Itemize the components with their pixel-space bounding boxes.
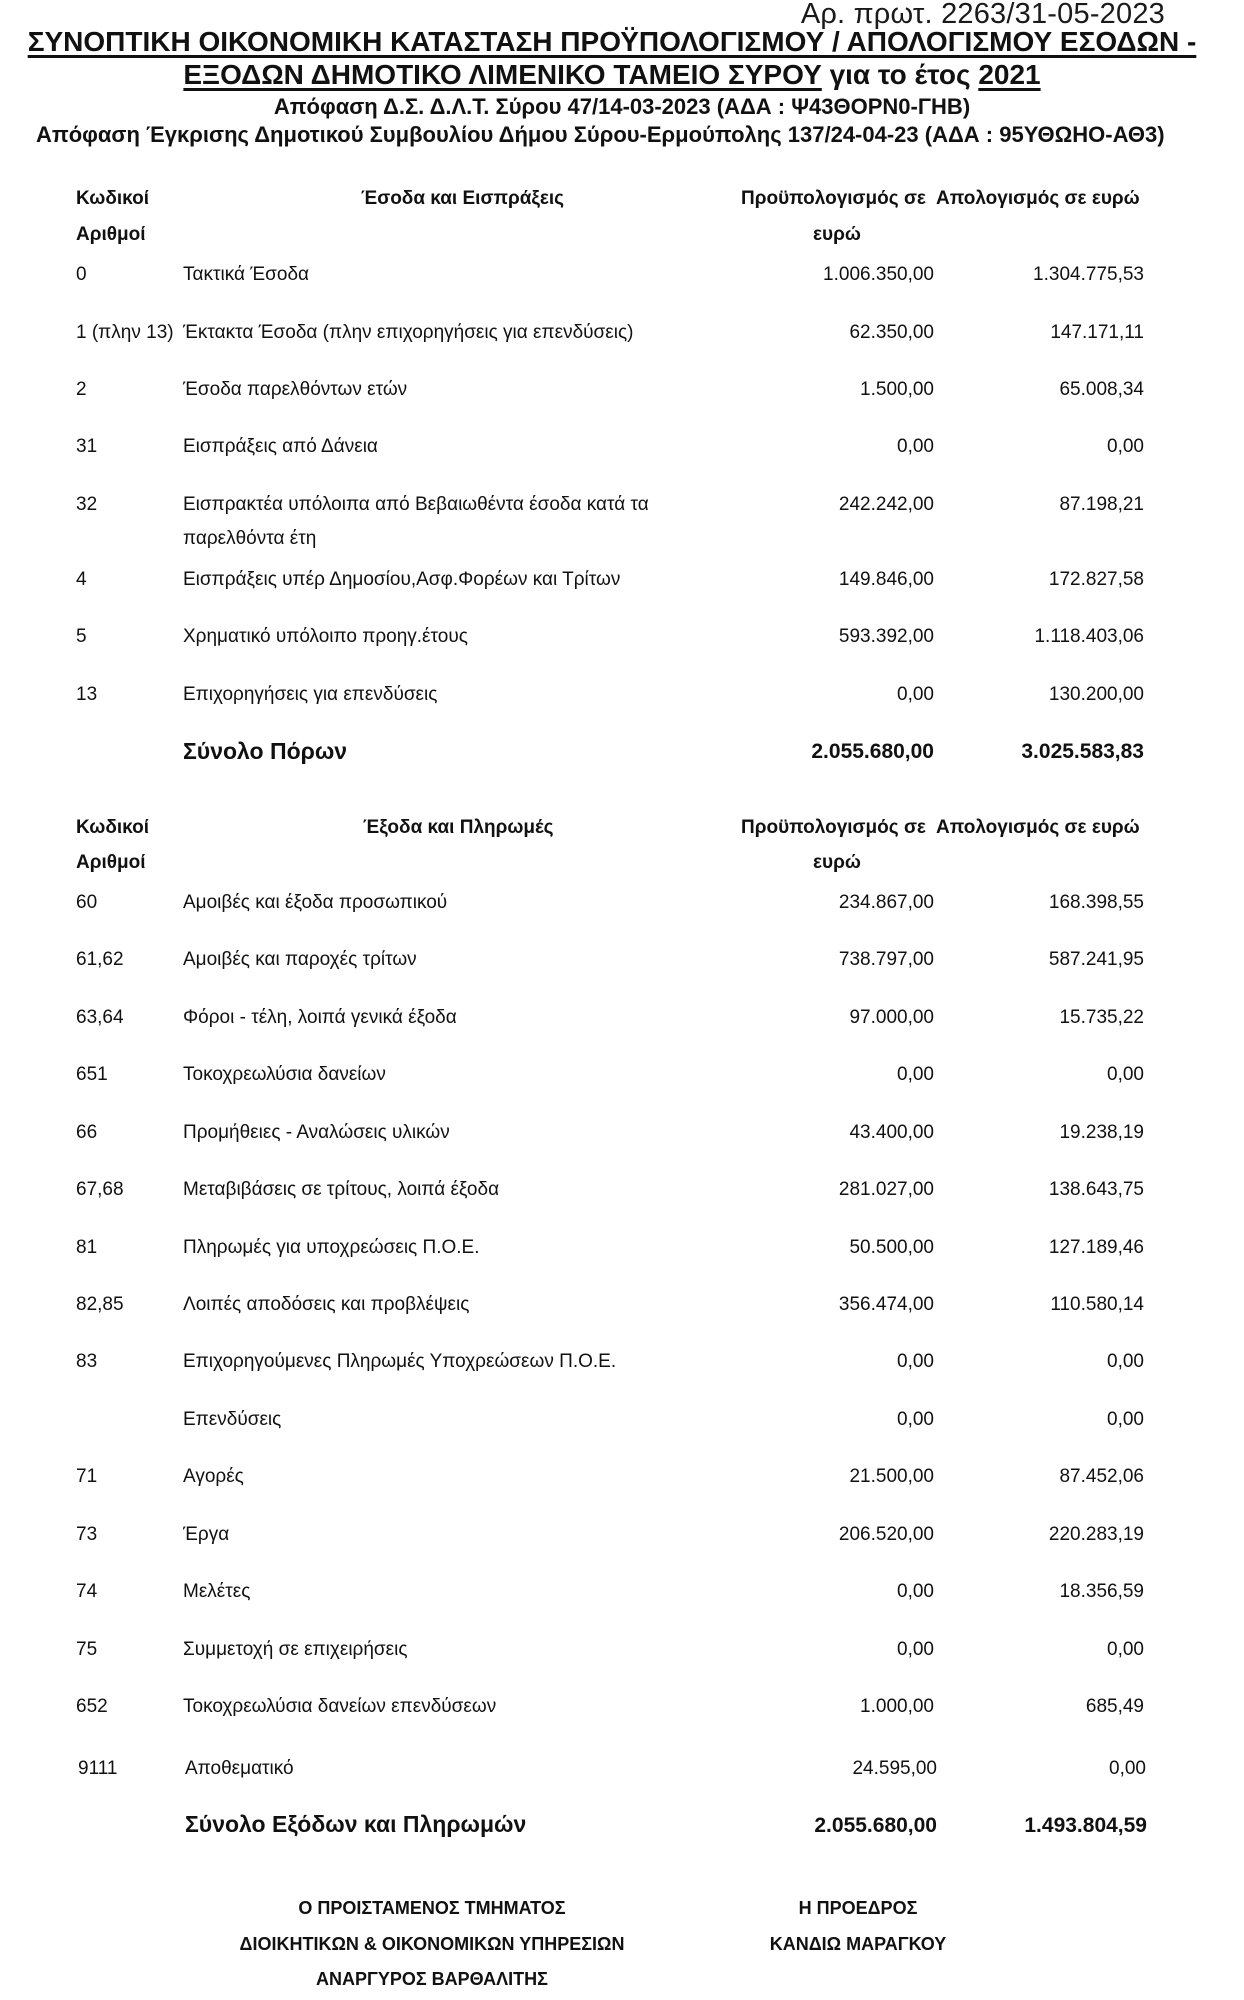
row-budget: 281.027,00 [838,1179,934,1200]
row-budget: 0,00 [897,1639,934,1660]
row-label: Τοκοχρεωλύσια δανείων επενδύσεων [183,1696,497,1717]
row-actual: 87.452,06 [1059,1466,1144,1487]
row-budget: 0,00 [897,436,934,457]
row-budget: 234.867,00 [838,892,934,913]
row-budget: 21.500,00 [849,1466,934,1487]
expenses-header-actual: Απολογισμός σε ευρώ [936,817,1140,838]
row-label: Εισπράξεις από Δάνεια [183,436,378,457]
row-code: 31 [76,436,98,457]
row-actual: 147.171,11 [1050,322,1144,343]
revenue-total-actual: 3.025.583,83 [1021,740,1144,763]
expenses-header-code-line1: Κωδικοί [76,817,149,838]
row-budget: 356.474,00 [838,1294,934,1315]
row-actual: 15.735,22 [1059,1007,1144,1028]
row-code: 1 (πλην 13) [76,322,174,343]
signature-right-name: ΚΑΝΔΙΩ ΜΑΡΑΓΚΟΥ [769,1934,947,1954]
row-label: Προμήθειες - Αναλώσεις υλικών [183,1122,450,1143]
row-budget: 24.595,00 [852,1758,937,1779]
row-actual: 0,00 [1107,1409,1144,1430]
row-label: Αμοιβές και παροχές τρίτων [183,949,417,970]
row-label: Τοκοχρεωλύσια δανείων [183,1064,386,1085]
row-actual: 0,00 [1109,1758,1146,1779]
revenue-header-budget-line1: Προϋπολογισμός σε [741,188,926,209]
row-code: 32 [76,494,98,515]
signature-left-title: Ο ΠΡΟΙΣΤΑΜΕΝΟΣ ΤΜΗΜΑΤΟΣ [298,1898,566,1918]
row-budget: 0,00 [897,1351,934,1372]
row-label-line2: παρελθόντα έτη [183,528,317,549]
row-budget: 50.500,00 [849,1237,934,1258]
revenue-header-code-line2: Αριθμοί [76,224,146,245]
revenue-total-label: Σύνολο Πόρων [183,738,348,764]
row-code: 61,62 [76,949,124,970]
title-line1-text: ΣΥΝΟΠΤΙΚΗ ΟΙΚΟΝΟΜΙΚΗ ΚΑΤΑΣΤΑΣΗ ΠΡΟΫΠΟΛΟΓΙΣΜΟΥ / ΑΠΟΛΟΓΙΣΜΟΥ ΕΣΟΔΩΝ - [27,26,1197,57]
row-label: Μεταβιβάσεις σε τρίτους, λοιπά έξοδα [183,1179,500,1200]
row-actual: 127.189,46 [1048,1237,1144,1258]
row-label: Αγορές [183,1466,244,1487]
row-budget: 206.520,00 [838,1524,934,1545]
expenses-header-code-line2: Αριθμοί [76,852,146,873]
document-title-line1 [0,26,1234,58]
row-code: 4 [76,569,87,590]
row-actual: 65.008,34 [1059,379,1144,400]
row-code: 66 [76,1122,98,1143]
row-actual: 138.643,75 [1048,1179,1144,1200]
revenue-header-actual: Απολογισμός σε ευρώ [936,188,1140,209]
row-code: 2 [76,379,87,400]
row-actual: 0,00 [1107,1639,1144,1660]
row-label: Συμμετοχή σε επιχειρήσεις [183,1639,408,1660]
row-budget: 738.797,00 [838,949,934,970]
title-line2-main: ΕΞΟΔΩΝ ΔΗΜΟΤΙΚΟ ΛΙΜΕΝΙΚΟ ΤΑΜΕΙΟ ΣΥΡΟΥ [183,59,822,90]
expenses-header-description: Έξοδα και Πληρωμές [363,817,554,838]
row-code: 82,85 [76,1294,124,1315]
document-title-line2 [0,59,1234,91]
signature-right-title: Η ΠΡΟΕΔΡΟΣ [798,1898,918,1918]
row-code: 71 [76,1466,98,1487]
row-actual: 168.398,55 [1048,892,1144,913]
row-code: 63,64 [76,1007,124,1028]
row-label: Επενδύσεις [183,1409,282,1430]
row-label: Χρηματικό υπόλοιπο προηγ.έτους [183,626,468,647]
expenses-total-actual: 1.493.804,59 [1024,1814,1147,1837]
row-label: Επιχορηγούμενες Πληρωμές Υποχρεώσεων Π.Ο.Ε. [183,1351,617,1372]
row-label: Φόροι - τέλη, λοιπά γενικά έξοδα [183,1007,457,1028]
row-label: Εισπράξεις υπέρ Δημοσίου,Ασφ.Φορέων και Τρίτων [183,569,621,590]
row-code: 73 [76,1524,98,1545]
row-actual: 220.283,19 [1048,1524,1144,1545]
row-label: Έκτακτα Έσοδα (πλην επιχορηγήσεις για επενδύσεις) [183,322,634,343]
row-actual: 18.356,59 [1059,1581,1144,1602]
row-actual: 587.241,95 [1048,949,1144,970]
row-label: Τακτικά Έσοδα [183,264,310,285]
row-budget: 43.400,00 [849,1122,934,1143]
expenses-total-label: Σύνολο Εξόδων και Πληρωμών [185,1811,527,1837]
row-code: 0 [76,264,87,285]
row-label: Μελέτες [183,1581,251,1602]
row-code: 81 [76,1237,98,1258]
row-label: Αποθεματικό [185,1758,294,1779]
expenses-header-budget-line2: ευρώ [813,852,861,873]
signature-left-department: ΔΙΟΙΚΗΤΙΚΩΝ & ΟΙΚΟΝΟΜΙΚΩΝ ΥΠΗΡΕΣΙΩΝ [239,1934,625,1954]
row-actual: 0,00 [1107,1064,1144,1085]
row-actual: 110.580,14 [1050,1294,1144,1315]
revenue-header-budget-line2: ευρώ [813,224,861,245]
row-actual: 87.198,21 [1059,494,1144,515]
row-code: 652 [76,1696,108,1717]
revenue-header-code-line1: Κωδικοί [76,188,149,209]
row-budget: 149.846,00 [838,569,934,590]
row-label: Επιχορηγήσεις για επενδύσεις [183,684,438,705]
row-budget: 1.500,00 [860,379,934,400]
row-label: Λοιπές αποδόσεις και προβλέψεις [183,1294,470,1315]
row-label: Εισπρακτέα υπόλοιπα από Βεβαιωθέντα έσοδα κατά τα [183,494,649,515]
row-code: 67,68 [76,1179,124,1200]
row-budget: 62.350,00 [849,322,934,343]
decision-council: Απόφαση Έγκρισης Δημοτικού Συμβουλίου Δήμου Σύρου-Ερμούπολης 137/24-04-23 (ΑΔΑ : 95ΥΘΩΗΟ-ΑΘ3) [36,122,1165,147]
expenses-header-budget-line1: Προϋπολογισμός σε [741,817,926,838]
expenses-total-budget: 2.055.680,00 [814,1814,937,1837]
row-code: 75 [76,1639,98,1660]
title-line2-mid: για το έτος [821,59,979,90]
row-budget: 242.242,00 [838,494,934,515]
row-actual: 685,49 [1085,1696,1144,1717]
row-budget: 0,00 [897,684,934,705]
row-actual: 130.200,00 [1048,684,1144,705]
row-actual: 1.118.403,06 [1034,626,1144,647]
row-budget: 97.000,00 [849,1007,934,1028]
row-budget: 0,00 [897,1409,934,1430]
row-code: 74 [76,1581,98,1602]
row-label: Έσοδα παρελθόντων ετών [183,379,408,400]
row-code: 5 [76,626,87,647]
row-actual: 19.238,19 [1059,1122,1144,1143]
title-line2-year: 2021 [978,59,1041,90]
revenue-total-budget: 2.055.680,00 [811,740,934,763]
row-actual: 0,00 [1107,436,1144,457]
row-code: 83 [76,1351,98,1372]
row-code: 13 [76,684,98,705]
revenue-header-description: Έσοδα και Εισπράξεις [361,188,565,209]
row-code: 9111 [78,1758,118,1779]
row-budget: 1.000,00 [860,1696,934,1717]
row-actual: 0,00 [1107,1351,1144,1372]
row-budget: 1.006.350,00 [823,264,934,285]
row-label: Πληρωμές για υποχρεώσεις Π.Ο.Ε. [183,1237,480,1258]
row-label: Αμοιβές και έξοδα προσωπικού [183,892,448,913]
row-actual: 172.827,58 [1048,569,1144,590]
row-label: Έργα [183,1524,230,1545]
row-code: 651 [76,1064,108,1085]
row-code: 60 [76,892,98,913]
row-budget: 593.392,00 [838,626,934,647]
row-actual: 1.304.775,53 [1033,264,1144,285]
decision-board: Απόφαση Δ.Σ. Δ.Λ.Τ. Σύρου 47/14-03-2023 (ΑΔΑ : Ψ43ΘΟΡΝ0-ΓΗΒ) [273,94,971,119]
row-budget: 0,00 [897,1064,934,1085]
signature-left-name: ΑΝΑΡΓΥΡΟΣ ΒΑΡΘΑΛΙΤΗΣ [316,1969,548,1989]
protocol-number: Αρ. πρωτ. 2263/31-05-2023 [800,0,1165,30]
row-budget: 0,00 [897,1581,934,1602]
